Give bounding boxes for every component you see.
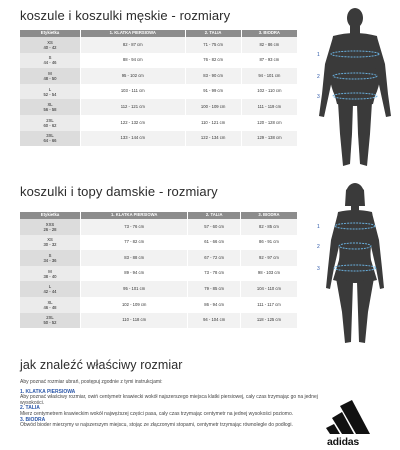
figure-label-1: 1 [317,52,320,58]
hips-cell: 111 - 117 cm [240,297,297,313]
chest-cell: 102 - 109 cm [81,297,188,313]
size-cell [20,68,81,84]
eu-size: 30 - 32 [43,242,57,248]
size-label: XXS [45,221,55,227]
chest-cell: 103 - 111 cm [81,84,186,100]
howto-instructions [20,380,320,429]
male-body-figure [305,4,395,176]
table-row [20,235,298,251]
size-cell [20,313,81,329]
eu-size: 50 - 52 [43,320,57,326]
hips-cell: 92 - 97 cm [240,250,297,266]
size-label: S [48,55,52,61]
waist-cell: 71 - 75 cm [185,37,241,53]
figure-label-1: 1 [317,224,320,230]
size-cell [20,250,81,266]
waist-cell: 67 - 72 cm [188,250,241,266]
chest-cell: 89 - 94 cm [81,266,188,282]
table-row [20,313,298,329]
chest-cell: 112 - 121 cm [81,99,186,115]
size-label: 2XL [46,117,54,123]
hips-cell: 102 - 110 cm [241,84,297,100]
waist-cell: 73 - 78 cm [188,266,241,282]
brand-name: adidas [327,436,360,448]
eu-size: 26 - 28 [43,226,57,232]
waist-cell: 61 - 66 cm [188,235,241,251]
size-label: L [48,86,52,92]
size-cell [20,297,81,313]
howto-intro: Aby poznać rozmiar ubrań, postępuj zgodnie z tymi instrukcjami: [20,379,163,385]
size-label: S [48,252,52,258]
size-label: 3XL [46,133,54,139]
header-chest: 1. KLATKA PIERSIOWA [81,212,188,219]
step-heading: 3. BIODRA [20,416,46,423]
waist-cell: 94 - 104 cm [188,313,241,329]
size-label: XS [47,39,53,45]
men-size-title: koszule i koszulki męskie - rozmiary [20,8,231,23]
chest-cell: 110 - 118 cm [81,313,188,329]
header-waist: 2. TALIA [185,30,241,37]
eu-size: 64 - 66 [43,138,57,144]
table-row [20,219,298,235]
hips-cell: 118 - 125 cm [240,313,297,329]
size-cell [20,115,81,131]
hips-cell: 98 - 103 cm [240,266,297,282]
eu-size: 34 - 36 [43,257,57,263]
step-heading: 1. KLATKA PIERSIOWA [20,388,76,395]
hips-cell: 129 - 138 cm [241,131,297,147]
table-row [20,68,298,84]
chest-cell: 73 - 76 cm [81,219,188,235]
size-label: 2XL [46,315,54,321]
table-row [20,297,298,313]
eu-size: 52 - 54 [43,91,57,97]
table-row [20,266,298,282]
header-label: Etykietka [20,212,81,219]
header-hips: 3. BIODRA [240,212,297,219]
size-cell [20,84,81,100]
hips-cell: 82 - 85 cm [240,219,297,235]
eu-size: 56 - 58 [43,107,57,113]
adidas-logo-icon [326,394,380,440]
size-cell [20,37,81,53]
waist-cell: 86 - 94 cm [188,297,241,313]
waist-cell: 76 - 82 cm [185,53,241,69]
women-size-table [20,212,298,328]
step-text: Obwód bioder mierzymy w najszerszym miejscu, stojąc ze złączonymi stopami, centymetr trzymając równolegle do podłogi. [20,422,293,429]
table-row [20,37,298,53]
table-row [20,131,298,147]
waist-cell: 91 - 99 cm [185,84,241,100]
women-size-title: koszulki i topy damskie - rozmiary [20,184,218,199]
chest-cell: 133 - 144 cm [81,131,186,147]
eu-size: 38 - 40 [43,273,57,279]
step-text: Aby poznać właściwy rozmiar, owiń centymetr krawiecki wokół najszerszego miejsca klatki piersiowej, cały czas trzymając go na jednej wysokości. [20,394,318,406]
eu-size: 40 - 42 [43,44,57,50]
size-label: XL [47,102,53,108]
waist-cell: 79 - 85 cm [188,281,241,297]
step-text: Mierz centymetrem krawieckim wokół najwęższej części pasa, cały czas trzymając centymetr na jednej wysokości poziomo. [20,410,294,417]
hips-cell: 111 - 119 cm [241,99,297,115]
hips-cell: 86 - 91 cm [240,235,297,251]
size-cell [20,131,81,147]
size-cell [20,99,81,115]
header-hips: 3. BIODRA [241,30,297,37]
table-row [20,115,298,131]
waist-cell: 83 - 90 cm [185,68,241,84]
size-cell [20,281,81,297]
waist-cell: 110 - 121 cm [185,115,241,131]
eu-size: 44 - 46 [43,60,57,66]
size-cell [20,53,81,69]
size-label: XS [47,237,53,243]
header-chest: 1. KLATKA PIERSIOWA [81,30,186,37]
chest-cell: 83 - 88 cm [81,250,188,266]
step-heading: 2. TALIA [20,405,40,412]
table-row [20,250,298,266]
eu-size: 42 - 44 [43,289,57,295]
chest-cell: 122 - 132 cm [81,115,186,131]
chest-cell: 95 - 101 cm [81,281,188,297]
howto-title: jak znaleźć właściwy rozmiar [20,358,183,372]
men-size-table [20,30,298,146]
table-row [20,99,298,115]
size-cell [20,219,81,235]
hips-cell: 104 - 110 cm [240,281,297,297]
waist-cell: 57 - 60 cm [188,219,241,235]
hips-cell: 120 - 128 cm [241,115,297,131]
size-label: M [48,70,52,76]
hips-cell: 87 - 93 cm [241,53,297,69]
size-label: L [48,284,52,290]
table-row [20,53,298,69]
eu-size: 48 - 50 [43,75,57,81]
eu-size: 46 - 48 [43,304,57,310]
waist-cell: 122 - 134 cm [185,131,241,147]
figure-label-2: 2 [317,244,320,250]
size-label: M [48,268,52,274]
eu-size: 60 - 62 [43,122,57,128]
figure-label-2: 2 [317,74,320,80]
header-label: Etykietka [20,30,81,37]
table-row [20,84,298,100]
figure-label-3: 3 [317,94,320,100]
men-table-header [20,30,298,37]
chest-cell: 95 - 102 cm [81,68,186,84]
chest-cell: 77 - 82 cm [81,235,188,251]
size-cell [20,235,81,251]
size-label: XL [47,299,53,305]
chest-cell: 88 - 94 cm [81,53,186,69]
chest-cell: 82 - 87 cm [81,37,186,53]
waist-cell: 100 - 109 cm [185,99,241,115]
table-row [20,281,298,297]
hips-cell: 94 - 101 cm [241,68,297,84]
women-table-header [20,212,298,219]
size-cell [20,266,81,282]
figure-label-3: 3 [317,266,320,272]
header-waist: 2. TALIA [188,212,241,219]
hips-cell: 82 - 86 cm [241,37,297,53]
female-body-figure [305,180,395,352]
